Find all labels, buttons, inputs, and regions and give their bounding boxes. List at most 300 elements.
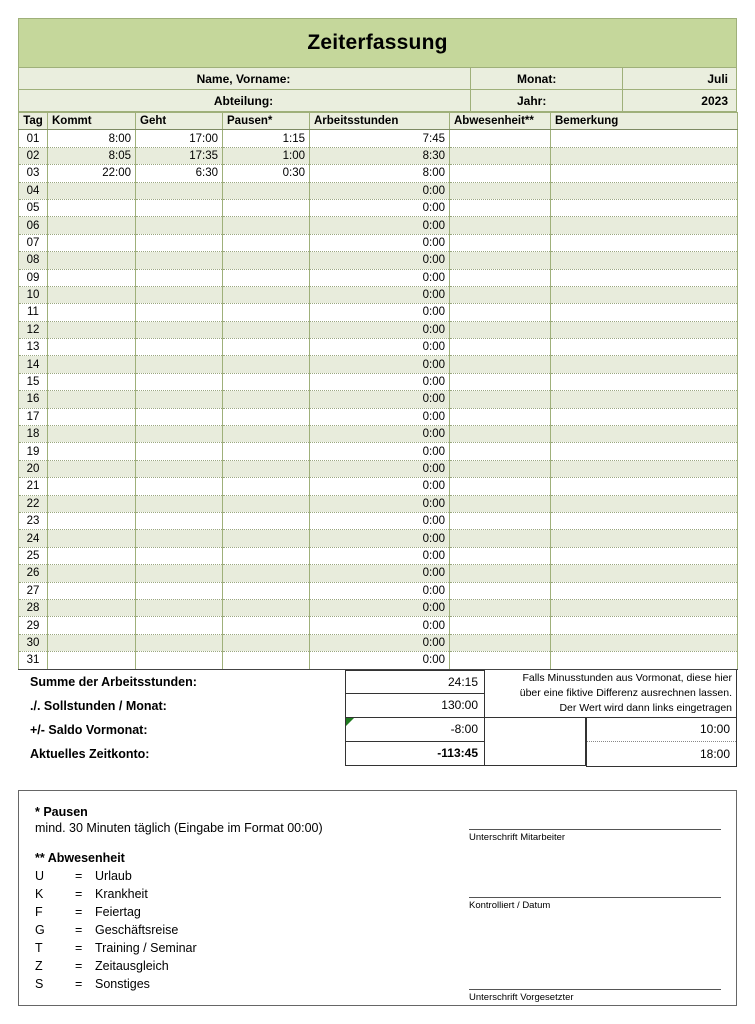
day-cell: 04 — [19, 182, 48, 199]
day-cell: 11 — [19, 304, 48, 321]
legend-equals: = — [75, 869, 83, 883]
table-row — [19, 304, 738, 321]
worked-hours-cell: 0:00 — [310, 234, 450, 251]
year-label: Jahr: — [517, 93, 547, 108]
absence-cell[interactable] — [450, 478, 551, 495]
table-row — [19, 443, 738, 460]
arrival-cell[interactable]: 8:00 — [48, 130, 136, 147]
departure-cell[interactable] — [136, 252, 223, 269]
break-cell[interactable] — [223, 234, 310, 251]
day-cell: 21 — [19, 478, 48, 495]
break-cell[interactable] — [223, 478, 310, 495]
remark-cell[interactable] — [551, 321, 738, 338]
arrival-cell[interactable] — [48, 478, 136, 495]
table-row — [19, 547, 738, 564]
absence-cell[interactable] — [450, 234, 551, 251]
worked-hours-cell: 0:00 — [310, 286, 450, 303]
absence-cell[interactable] — [450, 547, 551, 564]
arrival-cell[interactable] — [48, 512, 136, 529]
day-cell: 20 — [19, 460, 48, 477]
day-cell: 06 — [19, 217, 48, 234]
departure-cell[interactable] — [136, 652, 223, 669]
remark-cell[interactable] — [551, 286, 738, 303]
remark-cell[interactable] — [551, 147, 738, 164]
column-header-pausen: Pausen* — [223, 113, 310, 130]
arrival-cell[interactable] — [48, 443, 136, 460]
break-cell[interactable] — [223, 443, 310, 460]
arrival-cell[interactable]: 8:05 — [48, 147, 136, 164]
absence-cell[interactable] — [450, 408, 551, 425]
table-header-row — [19, 113, 738, 130]
month-value: Juli — [707, 71, 728, 86]
department-label: Abteilung: — [213, 93, 274, 108]
arrival-cell[interactable] — [48, 634, 136, 651]
worked-hours-cell: 0:00 — [310, 217, 450, 234]
legend-code: K — [35, 887, 44, 901]
break-cell[interactable] — [223, 460, 310, 477]
legend-description: Urlaub — [95, 869, 132, 883]
absence-cell[interactable] — [450, 495, 551, 512]
day-cell: 03 — [19, 165, 48, 182]
break-cell[interactable] — [223, 339, 310, 356]
year-label-cell — [471, 90, 623, 111]
break-cell[interactable] — [223, 547, 310, 564]
worked-hours-cell: 0:00 — [310, 512, 450, 529]
absence-cell[interactable] — [450, 339, 551, 356]
break-cell[interactable] — [223, 617, 310, 634]
month-label-cell — [471, 68, 623, 89]
departure-cell[interactable] — [136, 565, 223, 582]
absence-cell[interactable] — [450, 269, 551, 286]
absence-cell[interactable] — [450, 565, 551, 582]
legend-equals: = — [75, 959, 83, 973]
table-row — [19, 321, 738, 338]
departure-cell[interactable] — [136, 286, 223, 303]
worked-hours-cell: 0:00 — [310, 460, 450, 477]
legend-code: S — [35, 977, 44, 991]
worked-hours-cell: 0:00 — [310, 426, 450, 443]
remark-cell[interactable] — [551, 617, 738, 634]
arrival-cell[interactable] — [48, 269, 136, 286]
break-cell[interactable] — [223, 252, 310, 269]
remark-cell[interactable] — [551, 495, 738, 512]
arrival-cell[interactable] — [48, 460, 136, 477]
departure-cell[interactable] — [136, 634, 223, 651]
absence-cell[interactable] — [450, 252, 551, 269]
column-header-arbeitsstunden: Arbeitsstunden — [310, 113, 450, 130]
departure-cell[interactable] — [136, 495, 223, 512]
column-header-bemerkung: Bemerkung — [551, 113, 738, 130]
legend-entry — [35, 903, 475, 921]
remark-cell[interactable] — [551, 339, 738, 356]
arrival-cell[interactable] — [48, 217, 136, 234]
month-value-cell[interactable] — [623, 68, 736, 89]
worked-hours-cell: 0:00 — [310, 269, 450, 286]
table-row — [19, 130, 738, 147]
absence-cell[interactable] — [450, 530, 551, 547]
day-cell: 01 — [19, 130, 48, 147]
day-cell: 23 — [19, 512, 48, 529]
departure-cell[interactable] — [136, 304, 223, 321]
break-cell[interactable] — [223, 304, 310, 321]
departure-cell[interactable]: 17:35 — [136, 147, 223, 164]
break-cell[interactable] — [223, 373, 310, 390]
table-row — [19, 356, 738, 373]
remark-cell[interactable] — [551, 478, 738, 495]
legend-equals: = — [75, 905, 83, 919]
break-cell[interactable] — [223, 512, 310, 529]
legend-entry — [35, 867, 475, 885]
day-cell: 18 — [19, 426, 48, 443]
break-cell[interactable] — [223, 182, 310, 199]
absence-cell[interactable] — [450, 286, 551, 303]
absence-cell[interactable] — [450, 426, 551, 443]
day-cell: 28 — [19, 599, 48, 616]
departure-cell[interactable] — [136, 530, 223, 547]
remark-cell[interactable] — [551, 460, 738, 477]
remark-cell[interactable] — [551, 408, 738, 425]
break-cell[interactable] — [223, 530, 310, 547]
table-row — [19, 460, 738, 477]
arrival-cell[interactable] — [48, 304, 136, 321]
departure-cell[interactable] — [136, 617, 223, 634]
absence-cell[interactable] — [450, 512, 551, 529]
table-row — [19, 373, 738, 390]
day-cell: 13 — [19, 339, 48, 356]
departure-cell[interactable] — [136, 443, 223, 460]
legend-equals: = — [75, 977, 83, 991]
day-cell: 17 — [19, 408, 48, 425]
absence-cell[interactable] — [450, 147, 551, 164]
arrival-cell[interactable] — [48, 530, 136, 547]
departure-cell[interactable] — [136, 234, 223, 251]
table-row — [19, 339, 738, 356]
departure-cell[interactable] — [136, 356, 223, 373]
table-row — [19, 426, 738, 443]
absence-cell[interactable] — [450, 652, 551, 669]
remark-cell[interactable] — [551, 304, 738, 321]
legend-description: Feiertag — [95, 905, 141, 919]
legend-equals: = — [75, 923, 83, 937]
table-row — [19, 286, 738, 303]
day-cell: 26 — [19, 565, 48, 582]
department-info-row — [18, 90, 737, 112]
remark-cell[interactable] — [551, 634, 738, 651]
absence-cell[interactable] — [450, 130, 551, 147]
timesheet-table — [18, 112, 738, 670]
table-row — [19, 582, 738, 599]
departure-cell[interactable] — [136, 391, 223, 408]
legend-description: Zeitausgleich — [95, 959, 169, 973]
legend-entries — [35, 867, 475, 993]
abwesenheit-heading: ** Abwesenheit — [35, 851, 125, 865]
arrival-cell[interactable] — [48, 617, 136, 634]
arrival-cell[interactable] — [48, 391, 136, 408]
day-cell: 05 — [19, 199, 48, 216]
absence-cell[interactable] — [450, 321, 551, 338]
table-row — [19, 269, 738, 286]
break-cell[interactable] — [223, 426, 310, 443]
absence-cell[interactable] — [450, 182, 551, 199]
legend-code: F — [35, 905, 43, 919]
worked-hours-cell: 0:00 — [310, 321, 450, 338]
pausen-heading: * Pausen — [35, 805, 88, 819]
remark-cell[interactable] — [551, 373, 738, 390]
helper-value-2[interactable]: 18:00 — [699, 746, 730, 761]
departure-cell[interactable] — [136, 269, 223, 286]
total-hours-label: Summe der Arbeitsstunden: — [30, 674, 197, 689]
table-row — [19, 478, 738, 495]
arrival-cell[interactable] — [48, 339, 136, 356]
remark-cell[interactable] — [551, 426, 738, 443]
break-cell[interactable] — [223, 565, 310, 582]
worked-hours-cell: 0:00 — [310, 634, 450, 651]
arrival-cell[interactable] — [48, 373, 136, 390]
carryover-note — [485, 670, 737, 718]
departure-cell[interactable]: 17:00 — [136, 130, 223, 147]
helper-spacer-cell — [485, 718, 586, 766]
remark-cell[interactable] — [551, 530, 738, 547]
cell-comment-indicator-icon — [346, 718, 354, 726]
departure-cell[interactable] — [136, 460, 223, 477]
day-cell: 10 — [19, 286, 48, 303]
departure-cell[interactable] — [136, 408, 223, 425]
worked-hours-cell: 0:00 — [310, 547, 450, 564]
column-header-tag: Tag — [19, 113, 48, 130]
absence-cell[interactable] — [450, 199, 551, 216]
legend-entry — [35, 957, 475, 975]
remark-cell[interactable] — [551, 217, 738, 234]
departure-cell[interactable] — [136, 512, 223, 529]
absence-cell[interactable] — [450, 599, 551, 616]
legend-description: Training / Seminar — [95, 941, 197, 955]
departure-cell[interactable] — [136, 339, 223, 356]
break-cell[interactable] — [223, 495, 310, 512]
break-cell[interactable] — [223, 408, 310, 425]
helper-value-1[interactable]: 10:00 — [587, 718, 736, 742]
departure-cell[interactable] — [136, 321, 223, 338]
day-cell: 12 — [19, 321, 48, 338]
signature-supervisor — [469, 989, 721, 1003]
previous-balance-label: +/- Saldo Vormonat: — [30, 722, 148, 737]
target-hours-value[interactable]: 130:00 — [345, 694, 485, 718]
worked-hours-cell: 8:00 — [310, 165, 450, 182]
pausen-description: mind. 30 Minuten täglich (Eingabe im Format 00:00) — [35, 821, 323, 835]
current-account-label: Aktuelles Zeitkonto: — [30, 746, 150, 761]
helper-calculation-box — [586, 718, 737, 767]
remark-cell[interactable] — [551, 356, 738, 373]
year-value-cell[interactable] — [623, 90, 736, 111]
absence-cell[interactable] — [450, 373, 551, 390]
day-cell: 09 — [19, 269, 48, 286]
table-row — [19, 217, 738, 234]
remark-cell[interactable] — [551, 582, 738, 599]
arrival-cell[interactable] — [48, 426, 136, 443]
current-account-value[interactable]: -113:45 — [345, 742, 485, 766]
arrival-cell[interactable] — [48, 599, 136, 616]
worked-hours-cell: 0:00 — [310, 356, 450, 373]
total-hours-value[interactable]: 24:15 — [345, 670, 485, 694]
departure-cell[interactable] — [136, 599, 223, 616]
worked-hours-cell: 0:00 — [310, 182, 450, 199]
worked-hours-cell: 0:00 — [310, 530, 450, 547]
arrival-cell[interactable] — [48, 495, 136, 512]
day-cell: 15 — [19, 373, 48, 390]
document-title-banner — [18, 18, 737, 68]
break-cell[interactable]: 1:15 — [223, 130, 310, 147]
departure-cell[interactable] — [136, 478, 223, 495]
absence-cell[interactable] — [450, 391, 551, 408]
day-cell: 16 — [19, 391, 48, 408]
arrival-cell[interactable] — [48, 547, 136, 564]
legend-description: Krankheit — [95, 887, 148, 901]
worked-hours-cell: 0:00 — [310, 565, 450, 582]
departure-cell[interactable] — [136, 199, 223, 216]
arrival-cell[interactable]: 22:00 — [48, 165, 136, 182]
absence-cell[interactable] — [450, 443, 551, 460]
arrival-cell[interactable] — [48, 321, 136, 338]
remark-cell[interactable] — [551, 391, 738, 408]
worked-hours-cell: 0:00 — [310, 373, 450, 390]
arrival-cell[interactable] — [48, 286, 136, 303]
name-field-cell[interactable] — [19, 68, 471, 89]
remark-cell[interactable] — [551, 652, 738, 669]
department-field-cell[interactable] — [19, 90, 471, 111]
worked-hours-cell: 0:00 — [310, 652, 450, 669]
break-cell[interactable] — [223, 599, 310, 616]
table-row — [19, 234, 738, 251]
worked-hours-cell: 0:00 — [310, 495, 450, 512]
remark-cell[interactable] — [551, 252, 738, 269]
legend-code: T — [35, 941, 43, 955]
summary-block — [18, 670, 737, 766]
break-cell[interactable] — [223, 634, 310, 651]
table-row — [19, 408, 738, 425]
table-body — [19, 130, 738, 669]
departure-cell[interactable] — [136, 426, 223, 443]
break-cell[interactable] — [223, 217, 310, 234]
arrival-cell[interactable] — [48, 199, 136, 216]
arrival-cell[interactable] — [48, 182, 136, 199]
table-row — [19, 565, 738, 582]
remark-cell[interactable] — [551, 599, 738, 616]
remark-cell[interactable] — [551, 512, 738, 529]
absence-cell[interactable] — [450, 617, 551, 634]
absence-cell[interactable] — [450, 582, 551, 599]
legend-description: Sonstiges — [95, 977, 150, 991]
absence-cell[interactable] — [450, 217, 551, 234]
day-cell: 29 — [19, 617, 48, 634]
worked-hours-cell: 0:00 — [310, 582, 450, 599]
arrival-cell[interactable] — [48, 356, 136, 373]
arrival-cell[interactable] — [48, 252, 136, 269]
arrival-cell[interactable] — [48, 234, 136, 251]
worked-hours-cell: 8:30 — [310, 147, 450, 164]
absence-cell[interactable] — [450, 165, 551, 182]
signature-checked — [469, 897, 721, 911]
day-cell: 22 — [19, 495, 48, 512]
break-cell[interactable] — [223, 652, 310, 669]
year-value: 2023 — [701, 93, 728, 108]
worked-hours-cell: 0:00 — [310, 339, 450, 356]
break-cell[interactable] — [223, 356, 310, 373]
arrival-cell[interactable] — [48, 582, 136, 599]
legend-code: Z — [35, 959, 43, 973]
carryover-note-line-1: Falls Minusstunden aus Vormonat, diese hier — [522, 671, 732, 684]
legend-entry — [35, 885, 475, 903]
remark-cell[interactable] — [551, 234, 738, 251]
table-row — [19, 652, 738, 669]
signature-caption-supervisor: Unterschrift Vorgesetzter — [469, 992, 574, 1003]
signature-caption-checked: Kontrolliert / Datum — [469, 900, 551, 911]
break-cell[interactable] — [223, 199, 310, 216]
table-row — [19, 495, 738, 512]
remark-cell[interactable] — [551, 547, 738, 564]
departure-cell[interactable]: 6:30 — [136, 165, 223, 182]
break-cell[interactable]: 0:30 — [223, 165, 310, 182]
departure-cell[interactable] — [136, 582, 223, 599]
departure-cell[interactable] — [136, 373, 223, 390]
legend-entry — [35, 975, 475, 993]
worked-hours-cell: 0:00 — [310, 617, 450, 634]
remark-cell[interactable] — [551, 130, 738, 147]
break-cell[interactable] — [223, 391, 310, 408]
signature-caption-employee: Unterschrift Mitarbeiter — [469, 832, 566, 843]
signature-employee — [469, 829, 721, 843]
remark-cell[interactable] — [551, 165, 738, 182]
worked-hours-cell: 0:00 — [310, 252, 450, 269]
arrival-cell[interactable] — [48, 565, 136, 582]
remark-cell[interactable] — [551, 443, 738, 460]
day-cell: 19 — [19, 443, 48, 460]
worked-hours-cell: 0:00 — [310, 391, 450, 408]
break-cell[interactable]: 1:00 — [223, 147, 310, 164]
absence-cell[interactable] — [450, 460, 551, 477]
month-label: Monat: — [517, 71, 557, 86]
table-row — [19, 391, 738, 408]
absence-cell[interactable] — [450, 634, 551, 651]
break-cell[interactable] — [223, 269, 310, 286]
break-cell[interactable] — [223, 582, 310, 599]
remark-cell[interactable] — [551, 565, 738, 582]
departure-cell[interactable] — [136, 547, 223, 564]
absence-cell[interactable] — [450, 304, 551, 321]
table-row — [19, 165, 738, 182]
departure-cell[interactable] — [136, 182, 223, 199]
break-cell[interactable] — [223, 286, 310, 303]
column-header-geht: Geht — [136, 113, 223, 130]
worked-hours-cell: 0:00 — [310, 199, 450, 216]
break-cell[interactable] — [223, 321, 310, 338]
column-header-kommt: Kommt — [48, 113, 136, 130]
absence-cell[interactable] — [450, 356, 551, 373]
departure-cell[interactable] — [136, 217, 223, 234]
remark-cell[interactable] — [551, 182, 738, 199]
worked-hours-cell: 0:00 — [310, 599, 450, 616]
remark-cell[interactable] — [551, 199, 738, 216]
legend-description: Geschäftsreise — [95, 923, 179, 937]
previous-balance-value[interactable] — [345, 718, 485, 742]
legend-equals: = — [75, 887, 83, 901]
remark-cell[interactable] — [551, 269, 738, 286]
table-row — [19, 634, 738, 651]
table-row — [19, 182, 738, 199]
worked-hours-cell: 0:00 — [310, 408, 450, 425]
arrival-cell[interactable] — [48, 652, 136, 669]
day-cell: 30 — [19, 634, 48, 651]
table-row — [19, 512, 738, 529]
arrival-cell[interactable] — [48, 408, 136, 425]
